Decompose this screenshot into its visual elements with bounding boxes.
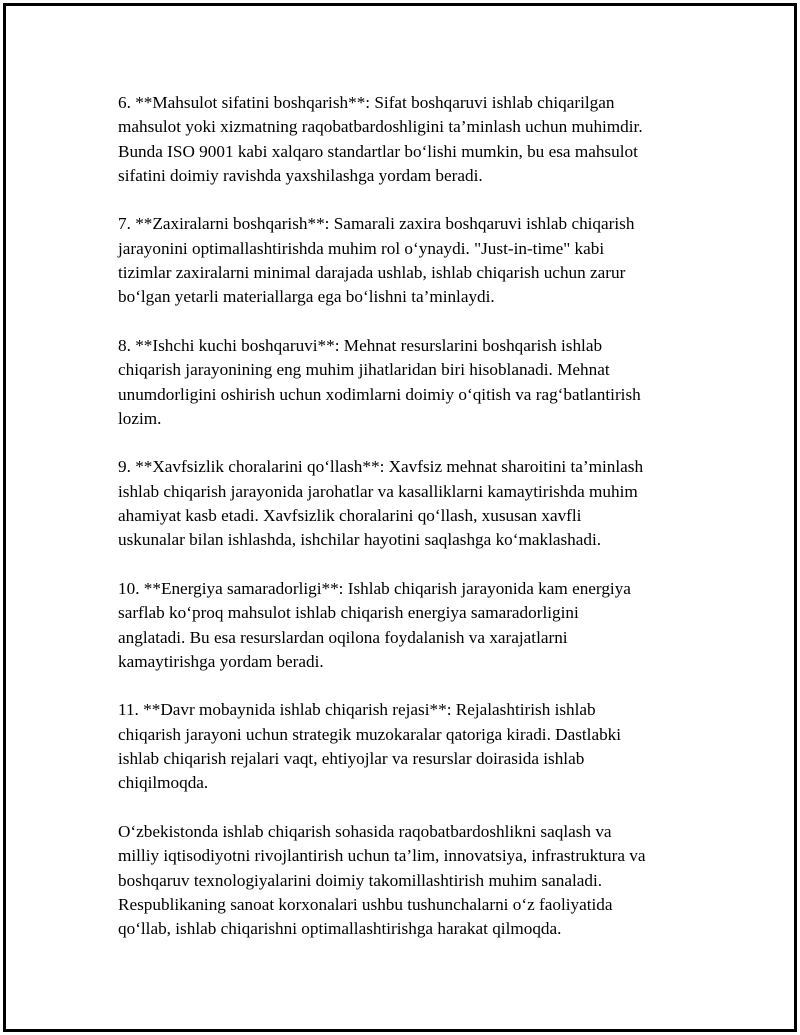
paragraph-production-plan bbox=[118, 698, 693, 795]
text-line: sifatini doimiy ravishda yaxshilashga yordam beradi. bbox=[118, 165, 483, 185]
text-line: Respublikaning sanoat korxonalari ushbu tushunchalarni o‘z faoliyatida bbox=[118, 894, 613, 914]
text-line: sarflab ko‘proq mahsulot ishlab chiqarish energiya samaradorligini bbox=[118, 603, 579, 623]
text-line: lozim. bbox=[118, 408, 162, 428]
text-line: anglatadi. Bu esa resurslardan oqilona foydalanish va xarajatlarni bbox=[118, 627, 568, 647]
paragraph-quality-management bbox=[118, 91, 693, 188]
text-line: qo‘llab, ishlab chiqarishni optimallashtirishga harakat qilmoqda. bbox=[118, 919, 562, 939]
text-line: tizimlar zaxiralarni minimal darajada ushlab, ishlab chiqarish uchun zarur bbox=[118, 263, 626, 283]
paragraph-safety-measures bbox=[118, 455, 693, 552]
text-line: ishlab chiqarish rejalari vaqt, ehtiyojlar va resurslar doirasida ishlab bbox=[118, 749, 585, 769]
paragraph-inventory-management bbox=[118, 212, 693, 309]
text-line: 10. **Energiya samaradorligi**: Ishlab chiqarish jarayonida kam energiya bbox=[118, 578, 631, 598]
text-line: kamaytirishga yordam beradi. bbox=[118, 651, 324, 671]
text-line: 6. **Mahsulot sifatini boshqarish**: Sifat boshqaruvi ishlab chiqarilgan bbox=[118, 93, 615, 112]
text-line: O‘zbekistonda ishlab chiqarish sohasida raqobatbardoshlikni saqlash va bbox=[118, 821, 612, 841]
text-line: ishlab chiqarish jarayonida jarohatlar va kasalliklarni kamaytirishda muhim bbox=[118, 481, 638, 501]
paragraph-workforce-management bbox=[118, 334, 693, 431]
document-body bbox=[118, 91, 693, 966]
text-line: 9. **Xavfsizlik choralarini qo‘llash**: Xavfsiz mehnat sharoitini ta’minlash bbox=[118, 457, 644, 477]
text-line: bo‘lgan yetarli materiallarga ega bo‘lishni ta’minlaydi. bbox=[118, 287, 495, 307]
text-line: 7. **Zaxiralarni boshqarish**: Samarali zaxira boshqaruvi ishlab chiqarish bbox=[118, 214, 635, 234]
text-line: unumdorligini oshirish uchun xodimlarni doimiy o‘qitish va rag‘batlantirish bbox=[118, 384, 641, 404]
paragraph-conclusion bbox=[118, 820, 693, 941]
paragraph-energy-efficiency bbox=[118, 577, 693, 674]
text-line: ahamiyat kasb etadi. Xavfsizlik choralarini qo‘llash, xususan xavfli bbox=[118, 506, 582, 526]
text-line: chiqarish jarayoni uchun strategik muzokaralar qatoriga kiradi. Dastlabki bbox=[118, 724, 622, 744]
text-line: 8. **Ishchi kuchi boshqaruvi**: Mehnat resurslarini boshqarish ishlab bbox=[118, 335, 603, 355]
text-line: 11. **Davr mobaynida ishlab chiqarish rejasi**: Rejalashtirish ishlab bbox=[118, 700, 596, 720]
text-line: chiqarish jarayonining eng muhim jihatlaridan biri hisoblanadi. Mehnat bbox=[118, 360, 610, 380]
text-line: uskunalar bilan ishlashda, ishchilar hayotini saqlashga ko‘maklashadi. bbox=[118, 530, 602, 550]
text-line: jarayonini optimallashtirishda muhim rol o‘ynaydi. "Just-in-time" kabi bbox=[118, 238, 605, 258]
text-line: mahsulot yoki xizmatning raqobatbardoshligini ta’minlash uchun muhimdir. bbox=[118, 117, 643, 137]
text-line: milliy iqtisodiyotni rivojlantirish uchun ta’lim, innovatsiya, infrastruktura va bbox=[118, 846, 646, 866]
text-line: chiqilmoqda. bbox=[118, 773, 209, 793]
text-line: Bunda ISO 9001 kabi xalqaro standartlar bo‘lishi mumkin, bu esa mahsulot bbox=[118, 141, 638, 161]
text-line: boshqaruv texnologiyalarini doimiy takomillashtirish muhim sanaladi. bbox=[118, 870, 603, 890]
